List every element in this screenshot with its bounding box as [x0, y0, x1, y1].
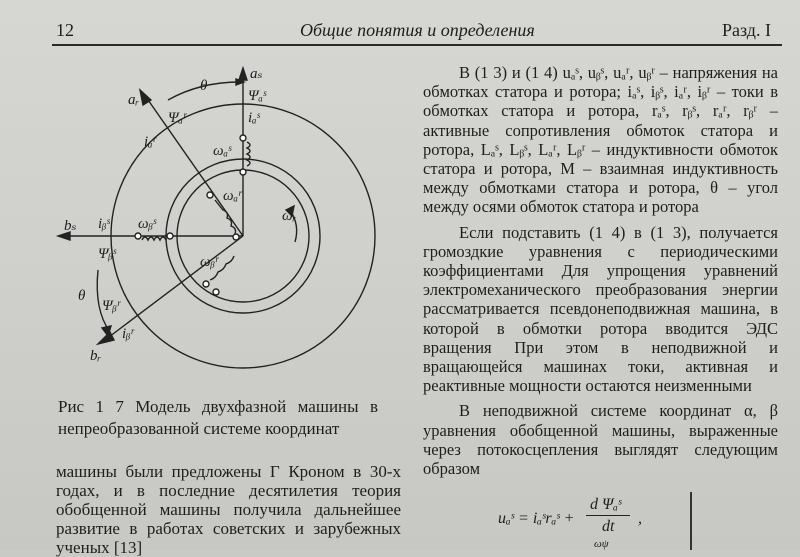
label-a-s: aₛ: [250, 66, 263, 82]
equation-denominator: dt: [602, 518, 615, 535]
figure-caption: Рис 1 7 Модель двухфазной машины в непреобразованной системе координат: [58, 397, 378, 438]
page-header: [0, 0, 800, 46]
equation: [498, 496, 688, 550]
label-i-a-r: iₐʳ: [144, 134, 156, 150]
label-b-s: bₛ: [64, 218, 77, 234]
left-column-text: машины были предложены Г Кроном в 30-х годах, и в последние десятилетия теория обобщенной машины получила дальнейшее развитие в работах советских и зарубежных ученых [13]: [56, 462, 401, 557]
header-rule: [52, 44, 782, 46]
label-psi-b-s: Ψᵦˢ: [98, 246, 116, 262]
stator-a-winding: [247, 142, 250, 166]
equation-numerator: d Ψₐˢ: [590, 496, 622, 513]
paragraph-3: В неподвижной системе координат α, β уравнения обобщенной машины, выраженные через потокосцепления выглядят следующим образом: [423, 401, 778, 479]
label-a-r: aᵣ: [128, 92, 140, 108]
machine-diagram-svg: [50, 60, 400, 400]
right-column: [423, 63, 778, 478]
equation-tail: ,: [638, 510, 642, 527]
page-number: 12: [56, 20, 74, 40]
running-title: Общие понятия и определения: [300, 20, 535, 40]
label-omega-b-r: ωᵦʳ: [200, 254, 219, 270]
label-psi-a-r: Ψₐʳ: [168, 110, 187, 126]
label-i-a-s: iₐˢ: [248, 110, 260, 126]
axis-a-r: [146, 97, 243, 236]
equation-lhs: uₐˢ = iₐˢrₐˢ +: [498, 510, 575, 527]
stator-b-winding: [142, 237, 166, 240]
axis-a-s-arrow: [239, 68, 247, 80]
equation-fragment: ωψ: [594, 538, 609, 550]
label-omega-a-s: ωₐˢ: [213, 143, 232, 159]
label-i-b-r: iᵦʳ: [122, 326, 134, 342]
label-b-r: bᵣ: [90, 348, 102, 364]
axis-b-r: [105, 236, 243, 340]
equation-fraction-line: [586, 515, 630, 516]
label-psi-a-s: Ψₐˢ: [248, 88, 267, 104]
label-omega-b-s: ωᵦˢ: [138, 216, 157, 232]
machine-diagram: [50, 60, 400, 400]
label-psi-b-r: Ψᵦʳ: [102, 298, 121, 314]
section-label: Разд. I: [722, 20, 771, 40]
label-i-b-s: iᵦˢ: [98, 216, 110, 232]
rotor-a-winding: [215, 200, 236, 234]
label-theta-top: θ: [200, 78, 208, 94]
paragraph-1: В (1 3) и (1 4) uₐˢ, uᵦˢ, uₐʳ, uᵦʳ – напряжения на обмотках статора и ротора; iₐˢ, iᵦˢ, iₐʳ, iᵦʳ – токи в обмотках статора и ротора, rₐˢ, rᵦˢ, rₐʳ, rᵦʳ – активные сопротивления обмоток статора и ротора, Lₐˢ, Lᵦˢ, Lₐʳ, Lᵦʳ – индуктивности обмоток статора и ротора, M – взаимная индуктивность между обмотками статора и ротора, θ – угол между осями обмоток статора и ротора: [423, 63, 778, 217]
label-omega-a-r: ωₐʳ: [223, 188, 242, 204]
equation-bracket: [690, 492, 692, 550]
label-omega-r: ωᵣ: [282, 208, 297, 224]
label-theta-left: θ: [78, 288, 86, 304]
paragraph-2: Если подставить (1 4) в (1 3), получается громоздкие уравнения с периодическими коэффициентами Для упрощения уравнений электромеханического преобразования энергии рассматривается псевдонеподвижная машина, в которой в обмотки ротора вводится ЭДС вращения При этом в неподвижной и вращающейся машинах токи, активная и реактивные мощности остаются неизменными: [423, 222, 778, 396]
